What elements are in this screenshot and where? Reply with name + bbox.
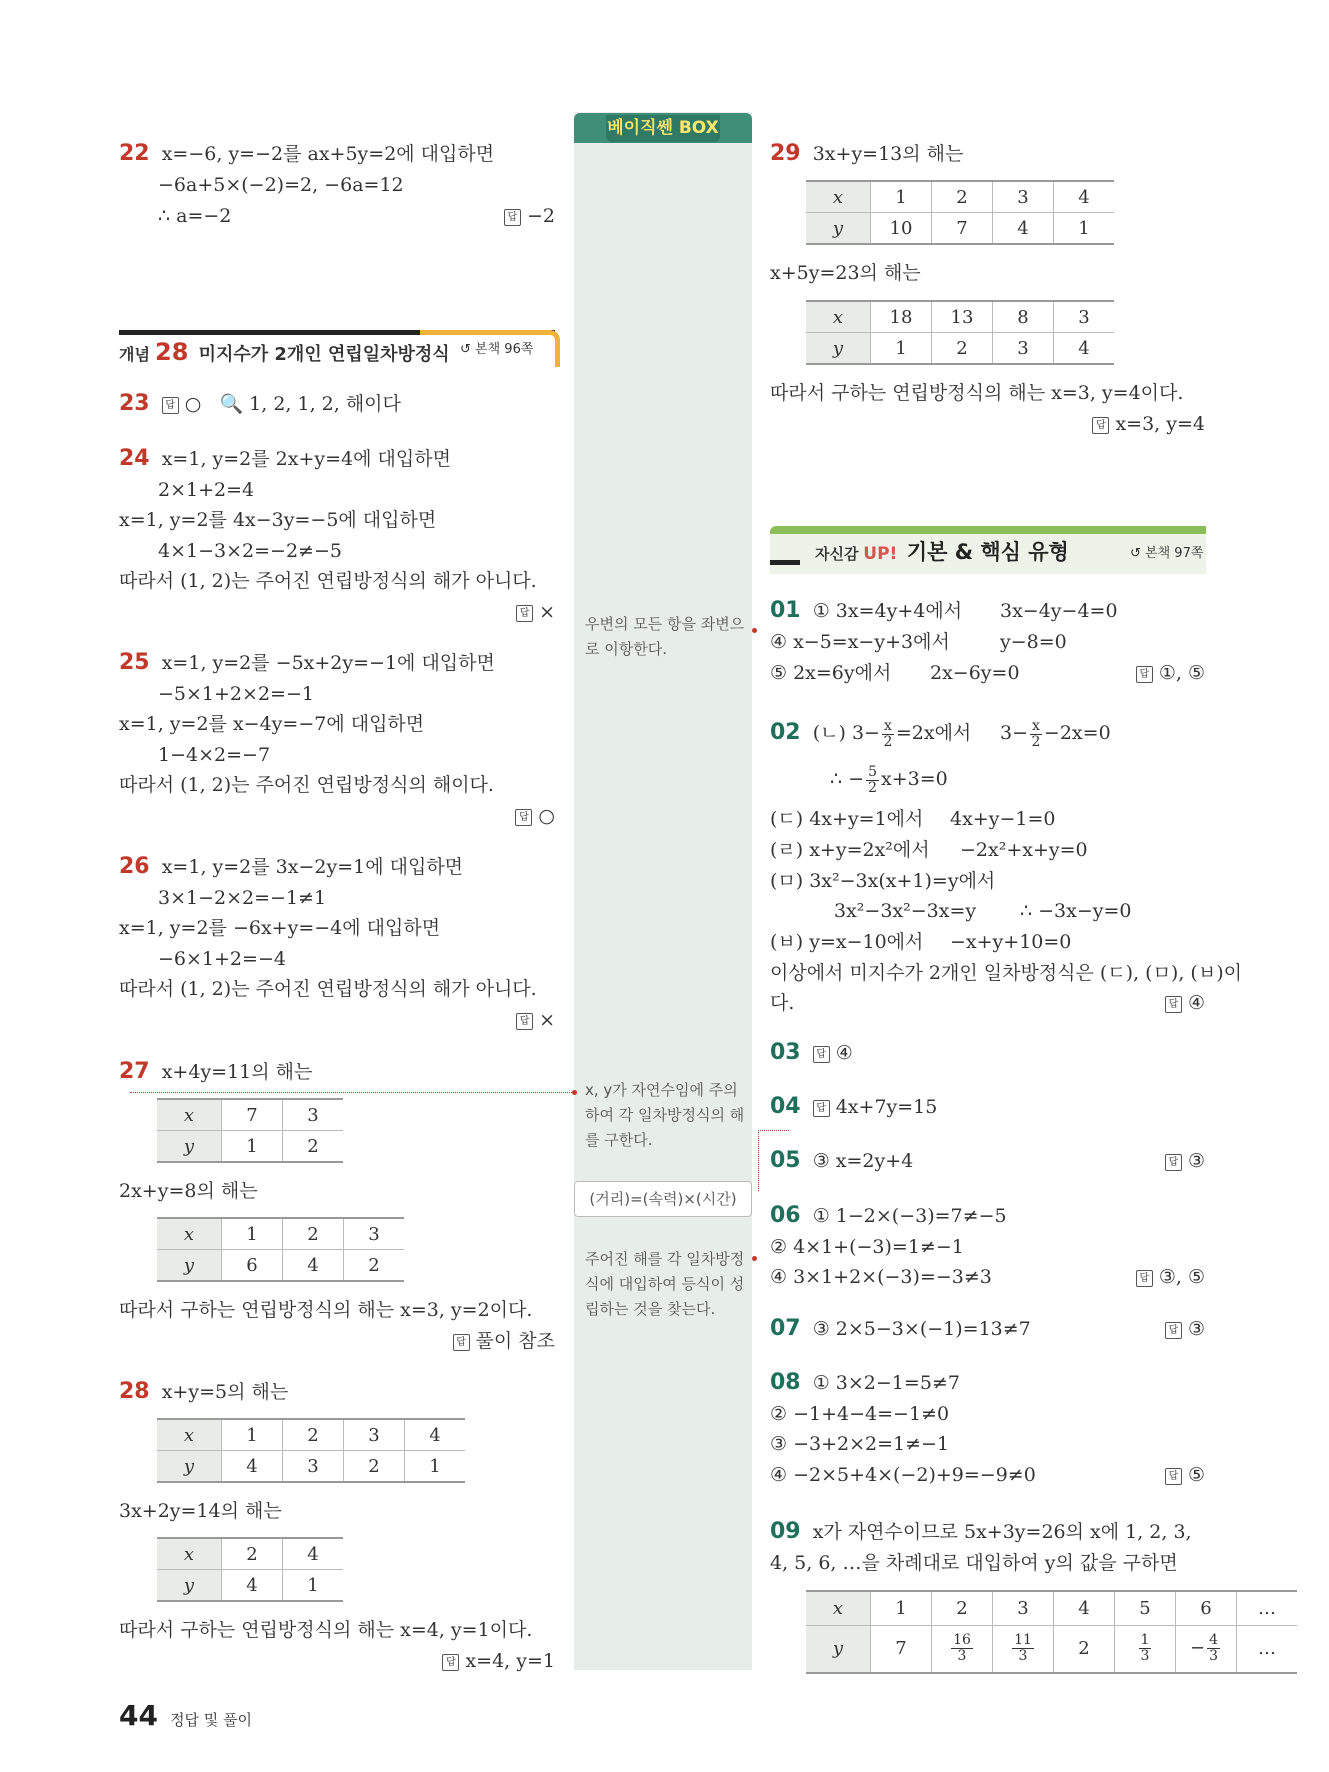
r05-answer: 답 ③	[1100, 1149, 1205, 1173]
concept-header: 개념 28 미지수가 2개인 연립일차방정식	[119, 338, 450, 366]
q27-line2: 2x+y=8의 해는	[119, 1180, 258, 1202]
r07-line1: 07 ③ 2×5−3×(−1)=13≠7	[770, 1316, 1031, 1341]
r01-line1b: 3x−4y−4=0	[1000, 600, 1118, 622]
concept-ref: ↺ 본책 96쪽	[460, 342, 534, 357]
r08-line1: 08 ① 3×2−1=5≠7	[770, 1370, 960, 1395]
q24-line1: 24 x=1, y=2를 2x+y=4에 대입하면	[119, 446, 451, 471]
r06-answer: 답 ③, ⑤	[1060, 1265, 1205, 1289]
connector-dot	[752, 628, 757, 633]
r02-line3: (ㄷ) 4x+y=1에서	[770, 808, 924, 830]
q22-line3: ∴ a=−2	[158, 205, 232, 227]
r06-line2: ② 4×1+(−3)=1≠−1	[770, 1236, 964, 1258]
q22-line2: −6a+5×(−2)=2, −6a=12	[158, 174, 404, 196]
r02-line7: (ㅂ) y=x−10에서	[770, 931, 924, 953]
r02-line4b: −2x²+x+y=0	[960, 839, 1088, 861]
section-header-mark	[770, 560, 800, 565]
r02-answer: 답 ④	[1100, 991, 1205, 1015]
r07-answer: 답 ③	[1100, 1317, 1205, 1341]
q29-line2: x+5y=23의 해는	[770, 262, 921, 284]
q29-line3: 따라서 구하는 연립방정식의 해는 x=3, y=4이다.	[770, 382, 1184, 404]
q22-line1: 22 x=−6, y=−2를 ax+5y=2에 대입하면	[119, 141, 495, 166]
q25-line5: 따라서 (1, 2)는 주어진 연립방정식의 해이다.	[119, 774, 494, 796]
r08-line3: ③ −3+2×2=1≠−1	[770, 1433, 950, 1455]
q29-table1: x 1 2 3 4 y 10 7 4 1	[806, 180, 1114, 245]
q26-answer: 답 ×	[400, 1008, 555, 1032]
r02-line6: 3x²−3x²−3x=y	[834, 900, 977, 922]
q27-line3: 따라서 구하는 연립방정식의 해는 x=3, y=2이다.	[119, 1299, 533, 1321]
box-note-3: (거리)=(속력)×(시간)	[574, 1181, 752, 1217]
book-ref-icon: ↺	[1130, 546, 1141, 561]
section-title: 자신감 UP! 기본 & 핵심 유형	[815, 540, 1069, 564]
q27-table1: x 7 3 y 1 2	[157, 1098, 343, 1163]
box-note-1: 우변의 모든 항을 좌변으로 이항한다.	[585, 615, 745, 658]
r04: 04 답 4x+7y=15	[770, 1094, 938, 1119]
section-ref: ↺ 본책 97쪽	[1130, 546, 1204, 561]
box-note-4: 주어진 해를 각 일차방정식에 대입하여 등식이 성립하는 것을 찾는다.	[585, 1250, 745, 1318]
q26-line4: −6×1+2=−4	[158, 948, 286, 970]
connector-dot	[572, 1090, 577, 1095]
r08-line4: ④ −2×5+4×(−2)+9=−9≠0	[770, 1464, 1036, 1486]
r01-line2b: y−8=0	[1000, 631, 1067, 653]
q28-table1: x 1 2 3 4 y 4 3 2 1	[157, 1418, 465, 1483]
q28-line2: 3x+2y=14의 해는	[119, 1500, 282, 1522]
q27-answer: 답 풀이 참조	[380, 1329, 555, 1353]
q25-answer: 답 ○	[400, 804, 555, 828]
q24-line3: x=1, y=2를 4x−3y=−5에 대입하면	[119, 509, 437, 531]
r02-line9: 다.	[770, 992, 795, 1014]
book-ref-icon: ↺	[460, 342, 471, 357]
r01-line1: 01 ① 3x=4y+4에서	[770, 598, 963, 623]
r02-line3b: 4x+y−1=0	[950, 808, 1056, 830]
basic-box-column	[574, 112, 752, 1670]
connector-dot	[752, 1256, 757, 1261]
q29-answer: 답 x=3, y=4	[1020, 412, 1205, 436]
q28-table2: x 2 4 y 4 1	[157, 1537, 343, 1602]
r02-line8: 이상에서 미지수가 2개인 일차방정식은 (ㄷ), (ㅁ), (ㅂ)이	[770, 962, 1242, 984]
q26-line1: 26 x=1, y=2를 3x−2y=1에 대입하면	[119, 854, 464, 879]
box-title: 베이직쎈 BOX	[606, 115, 720, 142]
q28-line3: 따라서 구하는 연립방정식의 해는 x=4, y=1이다.	[119, 1619, 533, 1641]
r08-line2: ② −1+4−4=−1≠0	[770, 1403, 950, 1425]
q24-line4: 4×1−3×2=−2≠−5	[158, 540, 342, 562]
q24-answer: 답 ×	[400, 600, 555, 624]
q29-table2: x 18 13 8 3 y 1 2 3 4	[806, 300, 1114, 365]
r01-answer: 답 ①, ⑤	[1060, 661, 1205, 685]
connector-line	[130, 1092, 572, 1093]
r01-line3: ⑤ 2x=6y에서	[770, 662, 892, 684]
r02-line1b: 3− $\frac{x}{2}$ −2x=0	[1000, 717, 1111, 750]
r09-table: x 1 2 3 4 5 6 … y 7 $\frac{16}{3}$ $\frac{11}{3}$ 2 $\frac{1}{3}$ − $\frac{4}{3}$ …	[806, 1590, 1297, 1674]
r02-line7b: −x+y+10=0	[950, 931, 1072, 953]
r06-line1: 06 ① 1−2×(−3)=7≠−5	[770, 1203, 1007, 1228]
q29-line1: 29 3x+y=13의 해는	[770, 141, 964, 166]
q28-answer: 답 x=4, y=1	[380, 1649, 555, 1673]
q25-line3: x=1, y=2를 x−4y=−7에 대입하면	[119, 713, 425, 735]
magnifier-icon: 🔍	[219, 393, 244, 415]
r02-line4: (ㄹ) x+y=2x²에서	[770, 839, 930, 861]
r02-line1: 02 (ㄴ) 3− $\frac{x}{2}$ =2x에서	[770, 717, 972, 750]
r09-line2: 4, 5, 6, …을 차례대로 대입하여 y의 값을 구하면	[770, 1552, 1178, 1574]
q24-line5: 따라서 (1, 2)는 주어진 연립방정식의 해가 아니다.	[119, 570, 537, 592]
q25-line4: 1−4×2=−7	[158, 744, 271, 766]
q26-line3: x=1, y=2를 −6x+y=−4에 대입하면	[119, 917, 441, 939]
q23: 23 답 ○ 🔍 1, 2, 1, 2, 해이다	[119, 391, 401, 416]
r01-line3b: 2x−6y=0	[930, 662, 1020, 684]
r03: 03 답 ④	[770, 1040, 853, 1065]
r02-line5: (ㅁ) 3x²−3x(x+1)=y에서	[770, 870, 996, 892]
q26-line2: 3×1−2×2=−1≠1	[158, 887, 327, 909]
r09-line1: 09 x가 자연수이므로 5x+3y=26의 x에 1, 2, 3,	[770, 1519, 1192, 1544]
q24-line2: 2×1+2=4	[158, 479, 255, 501]
q22-answer: 답 −2	[400, 204, 555, 228]
q25-line1: 25 x=1, y=2를 −5x+2y=−1에 대입하면	[119, 650, 495, 675]
r02-line2: ∴ − $\frac{5}{2}$ x+3=0	[830, 763, 948, 796]
r02-line6b: ∴ −3x−y=0	[1020, 900, 1132, 922]
r05-line1: 05 ③ x=2y+4	[770, 1148, 914, 1173]
page-footer: 44 정답 및 풀이	[119, 1699, 253, 1732]
q28-line1: 28 x+y=5의 해는	[119, 1379, 289, 1404]
q25-line2: −5×1+2×2=−1	[158, 683, 314, 705]
q27-line1: 27 x+4y=11의 해는	[119, 1059, 313, 1084]
r01-line2: ④ x−5=x−y+3에서	[770, 631, 950, 653]
r08-answer: 답 ⑤	[1100, 1463, 1205, 1487]
box-note-2: x, y가 자연수임에 주의하여 각 일차방정식의 해를 구한다.	[585, 1081, 745, 1149]
q27-table2: x 1 2 3 y 6 4 2	[157, 1217, 404, 1282]
q26-line5: 따라서 (1, 2)는 주어진 연립방정식의 해가 아니다.	[119, 978, 537, 1000]
r06-line3: ④ 3×1+2×(−3)=−3≠3	[770, 1266, 992, 1288]
